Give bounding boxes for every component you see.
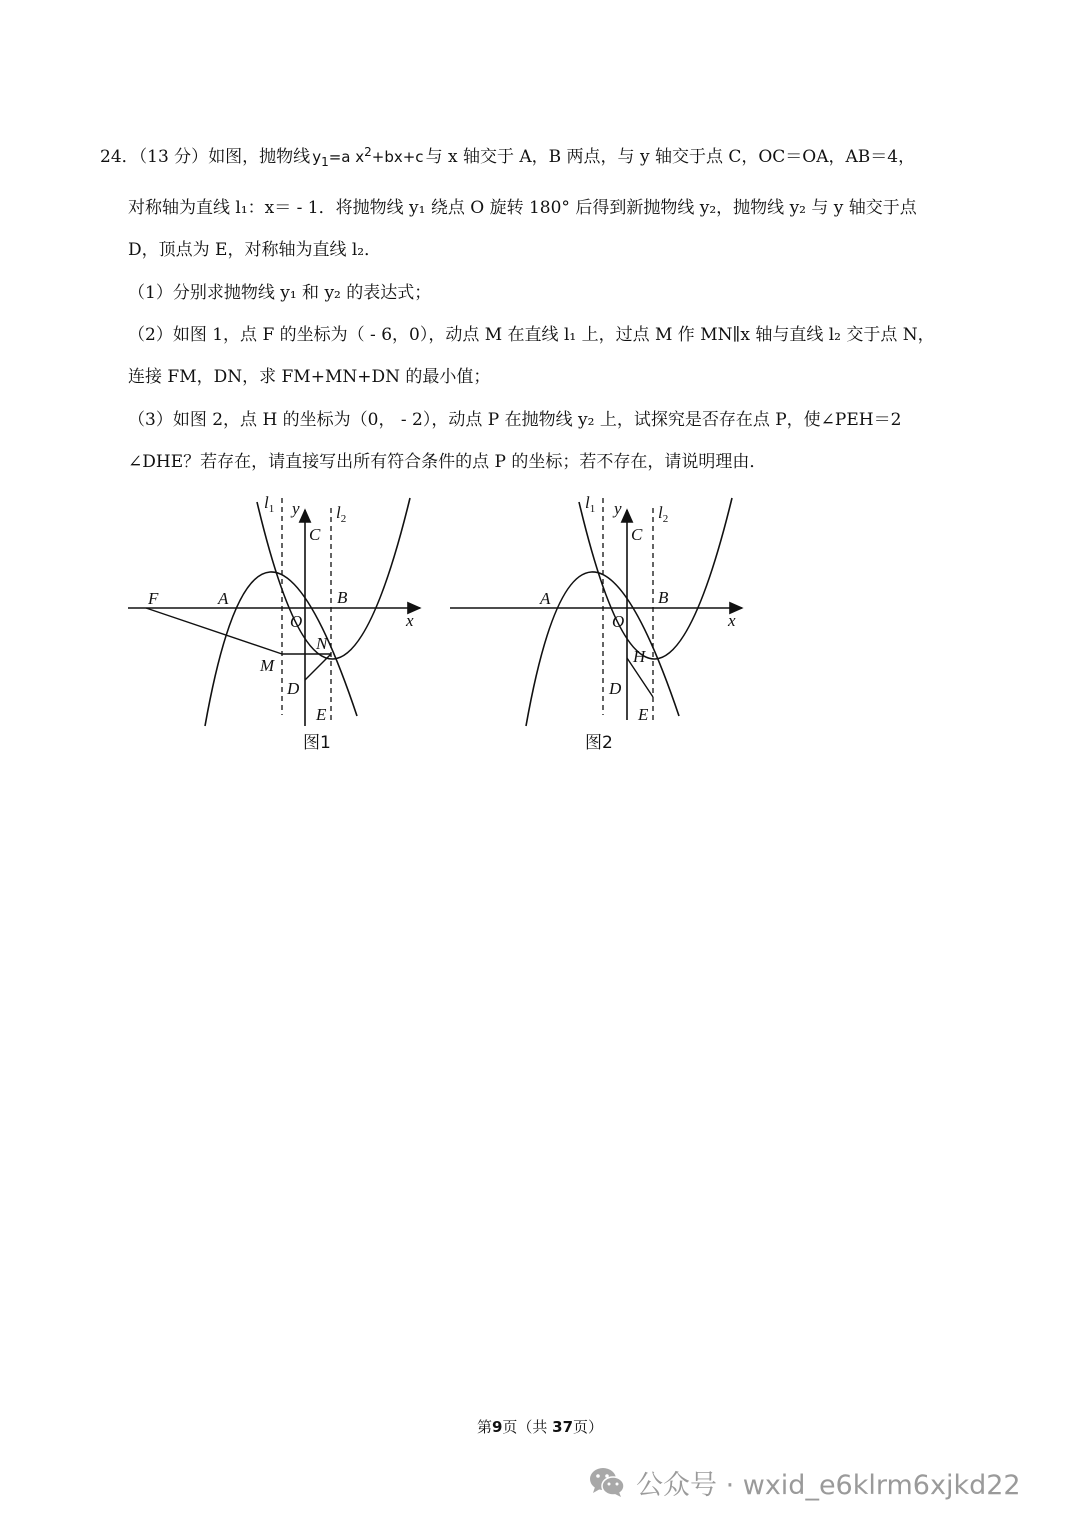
page-footer — [0, 1416, 1080, 1437]
label-D: D — [609, 679, 622, 698]
footer-mid: 页（共 — [502, 1418, 553, 1436]
label-l2: $l_2$ — [658, 503, 669, 525]
label-H: H — [633, 647, 646, 666]
figure-1-diagram — [120, 490, 430, 760]
label-E: E — [638, 705, 649, 724]
footer-total-pages: 37 — [552, 1418, 574, 1436]
formula-end: +bx+c — [371, 148, 424, 166]
wechat-icon — [588, 1465, 626, 1499]
label-y: y — [292, 499, 300, 518]
label-F: F — [148, 589, 159, 608]
question-score: （13 分） — [138, 147, 209, 167]
label-x: x — [728, 611, 736, 630]
parabola-y2 — [579, 498, 732, 659]
label-l1: $l_1$ — [585, 493, 596, 515]
label-A: A — [218, 589, 229, 608]
formula-sup: 2 — [364, 145, 372, 159]
label-C: C — [631, 525, 643, 544]
figure-1 — [120, 490, 430, 764]
label-x: x — [406, 611, 414, 630]
formula-mid: =a x — [328, 148, 365, 166]
question-line-1 — [100, 140, 915, 174]
figure-2 — [440, 490, 750, 764]
label-O: O — [290, 612, 303, 631]
label-y: y — [614, 499, 622, 518]
sub-question-1: （1）分别求抛物线 y₁ 和 y₂ 的表达式； — [128, 283, 432, 303]
label-M: M — [260, 656, 275, 675]
question-text: 如图，抛物线 — [208, 147, 311, 167]
label-N: N — [316, 634, 328, 653]
label-l1: $l_1$ — [264, 493, 275, 515]
segment-fm — [146, 608, 282, 654]
watermark — [588, 1462, 1021, 1502]
segment-dn — [305, 654, 331, 680]
footer-page-number: 9 — [491, 1418, 503, 1436]
question-number: 24． — [100, 147, 139, 167]
footer-post: 页） — [573, 1418, 604, 1436]
sub-question-3: （3）如图 2，点 H 的坐标为（0， - 2），动点 P 在抛物线 y₂ 上，试探究是否存在点 P，使∠PEH＝2 — [128, 410, 902, 430]
formula-sub: 1 — [321, 155, 329, 169]
label-B: B — [337, 588, 348, 607]
figure-1-caption: 图1 — [303, 733, 331, 753]
label-l2: $l_2$ — [336, 503, 347, 525]
label-A: A — [540, 589, 551, 608]
footer-pre: 第 — [476, 1418, 492, 1436]
figure-2-caption: 图2 — [585, 733, 613, 753]
label-O: O — [612, 612, 625, 631]
label-C: C — [309, 525, 321, 544]
question-line-3: D，顶点为 E，对称轴为直线 l₂． — [128, 240, 382, 260]
question-text: 与 x 轴交于 A，B 两点，与 y 轴交于点 C，OC＝OA，AB＝4， — [425, 147, 916, 167]
sub-question-2-cont: 连接 FM，DN，求 FM+MN+DN 的最小值； — [128, 367, 491, 387]
watermark-text: 公众号 · wxid_e6klrm6xjkd22 — [636, 1469, 1021, 1501]
parabola-y2 — [257, 498, 410, 659]
figure-2-diagram — [440, 490, 750, 760]
label-D: D — [287, 679, 300, 698]
label-E: E — [316, 705, 327, 724]
question-line-2: 对称轴为直线 l₁：x＝ - 1．将抛物线 y₁ 绕点 O 旋转 180° 后得到新抛物线 y₂，抛物线 y₂ 与 y 轴交于点 — [128, 198, 917, 218]
sub-question-2: （2）如图 1，点 F 的坐标为（ - 6，0），动点 M 在直线 l₁ 上，过点 M 作 MN∥x 轴与直线 l₂ 交于点 N， — [128, 325, 935, 345]
parabola-formula — [312, 145, 424, 169]
label-B: B — [658, 588, 669, 607]
sub-question-3-cont: ∠DHE？若存在，请直接写出所有符合条件的点 P 的坐标；若不存在，请说明理由． — [128, 452, 767, 472]
formula-y: y — [312, 148, 322, 166]
